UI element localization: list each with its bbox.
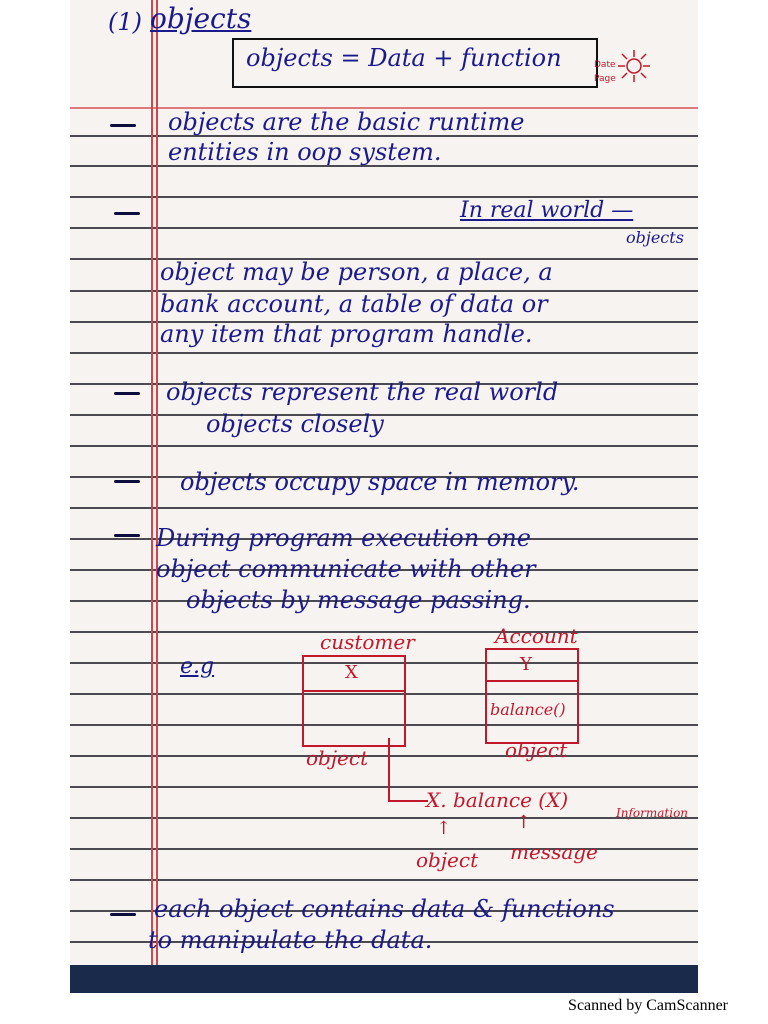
heading-number: (1)	[108, 8, 142, 36]
heading-title: objects	[150, 2, 252, 35]
eg-label: e.g	[180, 654, 215, 679]
account-box	[485, 648, 579, 744]
customer-label: customer	[320, 630, 415, 654]
note-line: object may be person, a place, a	[160, 258, 553, 286]
scanner-watermark: Scanned by CamScanner	[568, 997, 728, 1014]
stamp-date-label: Date	[594, 60, 616, 70]
notebook-page	[70, 0, 698, 993]
bullet-dash	[114, 212, 140, 215]
page-edge-background	[70, 965, 698, 993]
note-line: objects are the basic runtime	[168, 108, 525, 136]
call-expression: X. balance (X)	[426, 788, 569, 812]
account-caption: object	[505, 738, 568, 762]
connector-line	[388, 800, 428, 802]
customer-caption: object	[306, 746, 369, 770]
note-line: objects by message passing.	[186, 586, 531, 614]
rule-line	[70, 848, 698, 850]
up-arrow-icon: ↑	[436, 818, 452, 839]
account-label: Account	[495, 624, 578, 648]
customer-divider	[302, 690, 404, 692]
rule-line	[70, 507, 698, 509]
rule-line	[70, 227, 698, 229]
rule-line	[70, 817, 698, 819]
note-line: In real world —	[460, 198, 634, 223]
margin-line	[156, 0, 158, 993]
formula-text: objects = Data + function	[246, 44, 562, 72]
bullet-dash	[110, 913, 136, 916]
account-field: Y	[520, 654, 532, 675]
stamp-page-label: Page	[594, 74, 616, 84]
note-line: each object contains data & functions	[154, 895, 615, 923]
note-line: any item that program handle.	[160, 320, 533, 348]
object-label: object	[416, 848, 479, 872]
note-line: objects closely	[206, 410, 384, 438]
connector-line	[388, 738, 390, 800]
note-line: objects	[626, 228, 684, 247]
rule-line	[70, 755, 698, 757]
account-method: balance()	[490, 700, 566, 719]
message-label: message	[510, 840, 598, 864]
note-line: object communicate with other	[156, 555, 536, 583]
bullet-dash	[114, 392, 140, 395]
note-line: objects represent the real world	[166, 378, 559, 406]
note-line: During program execution one	[156, 524, 531, 552]
bullet-dash	[114, 480, 140, 483]
rule-line	[70, 352, 698, 354]
rule-line	[70, 414, 698, 416]
customer-field: X	[345, 662, 358, 683]
margin-line	[151, 0, 153, 993]
bullet-dash	[114, 534, 140, 537]
note-line: to manipulate the data.	[148, 926, 433, 954]
note-line: objects occupy space in memory.	[180, 468, 580, 496]
rule-line	[70, 879, 698, 881]
sun-stamp-icon	[616, 48, 652, 84]
note-line: entities in oop system.	[168, 138, 442, 166]
bullet-dash	[110, 124, 136, 127]
rule-line	[70, 786, 698, 788]
note-line: bank account, a table of data or	[160, 290, 548, 318]
account-divider	[485, 680, 577, 682]
rule-line	[70, 445, 698, 447]
up-arrow-icon: ↑	[516, 812, 532, 833]
info-label: Information	[616, 806, 689, 820]
formula-box	[232, 38, 598, 88]
